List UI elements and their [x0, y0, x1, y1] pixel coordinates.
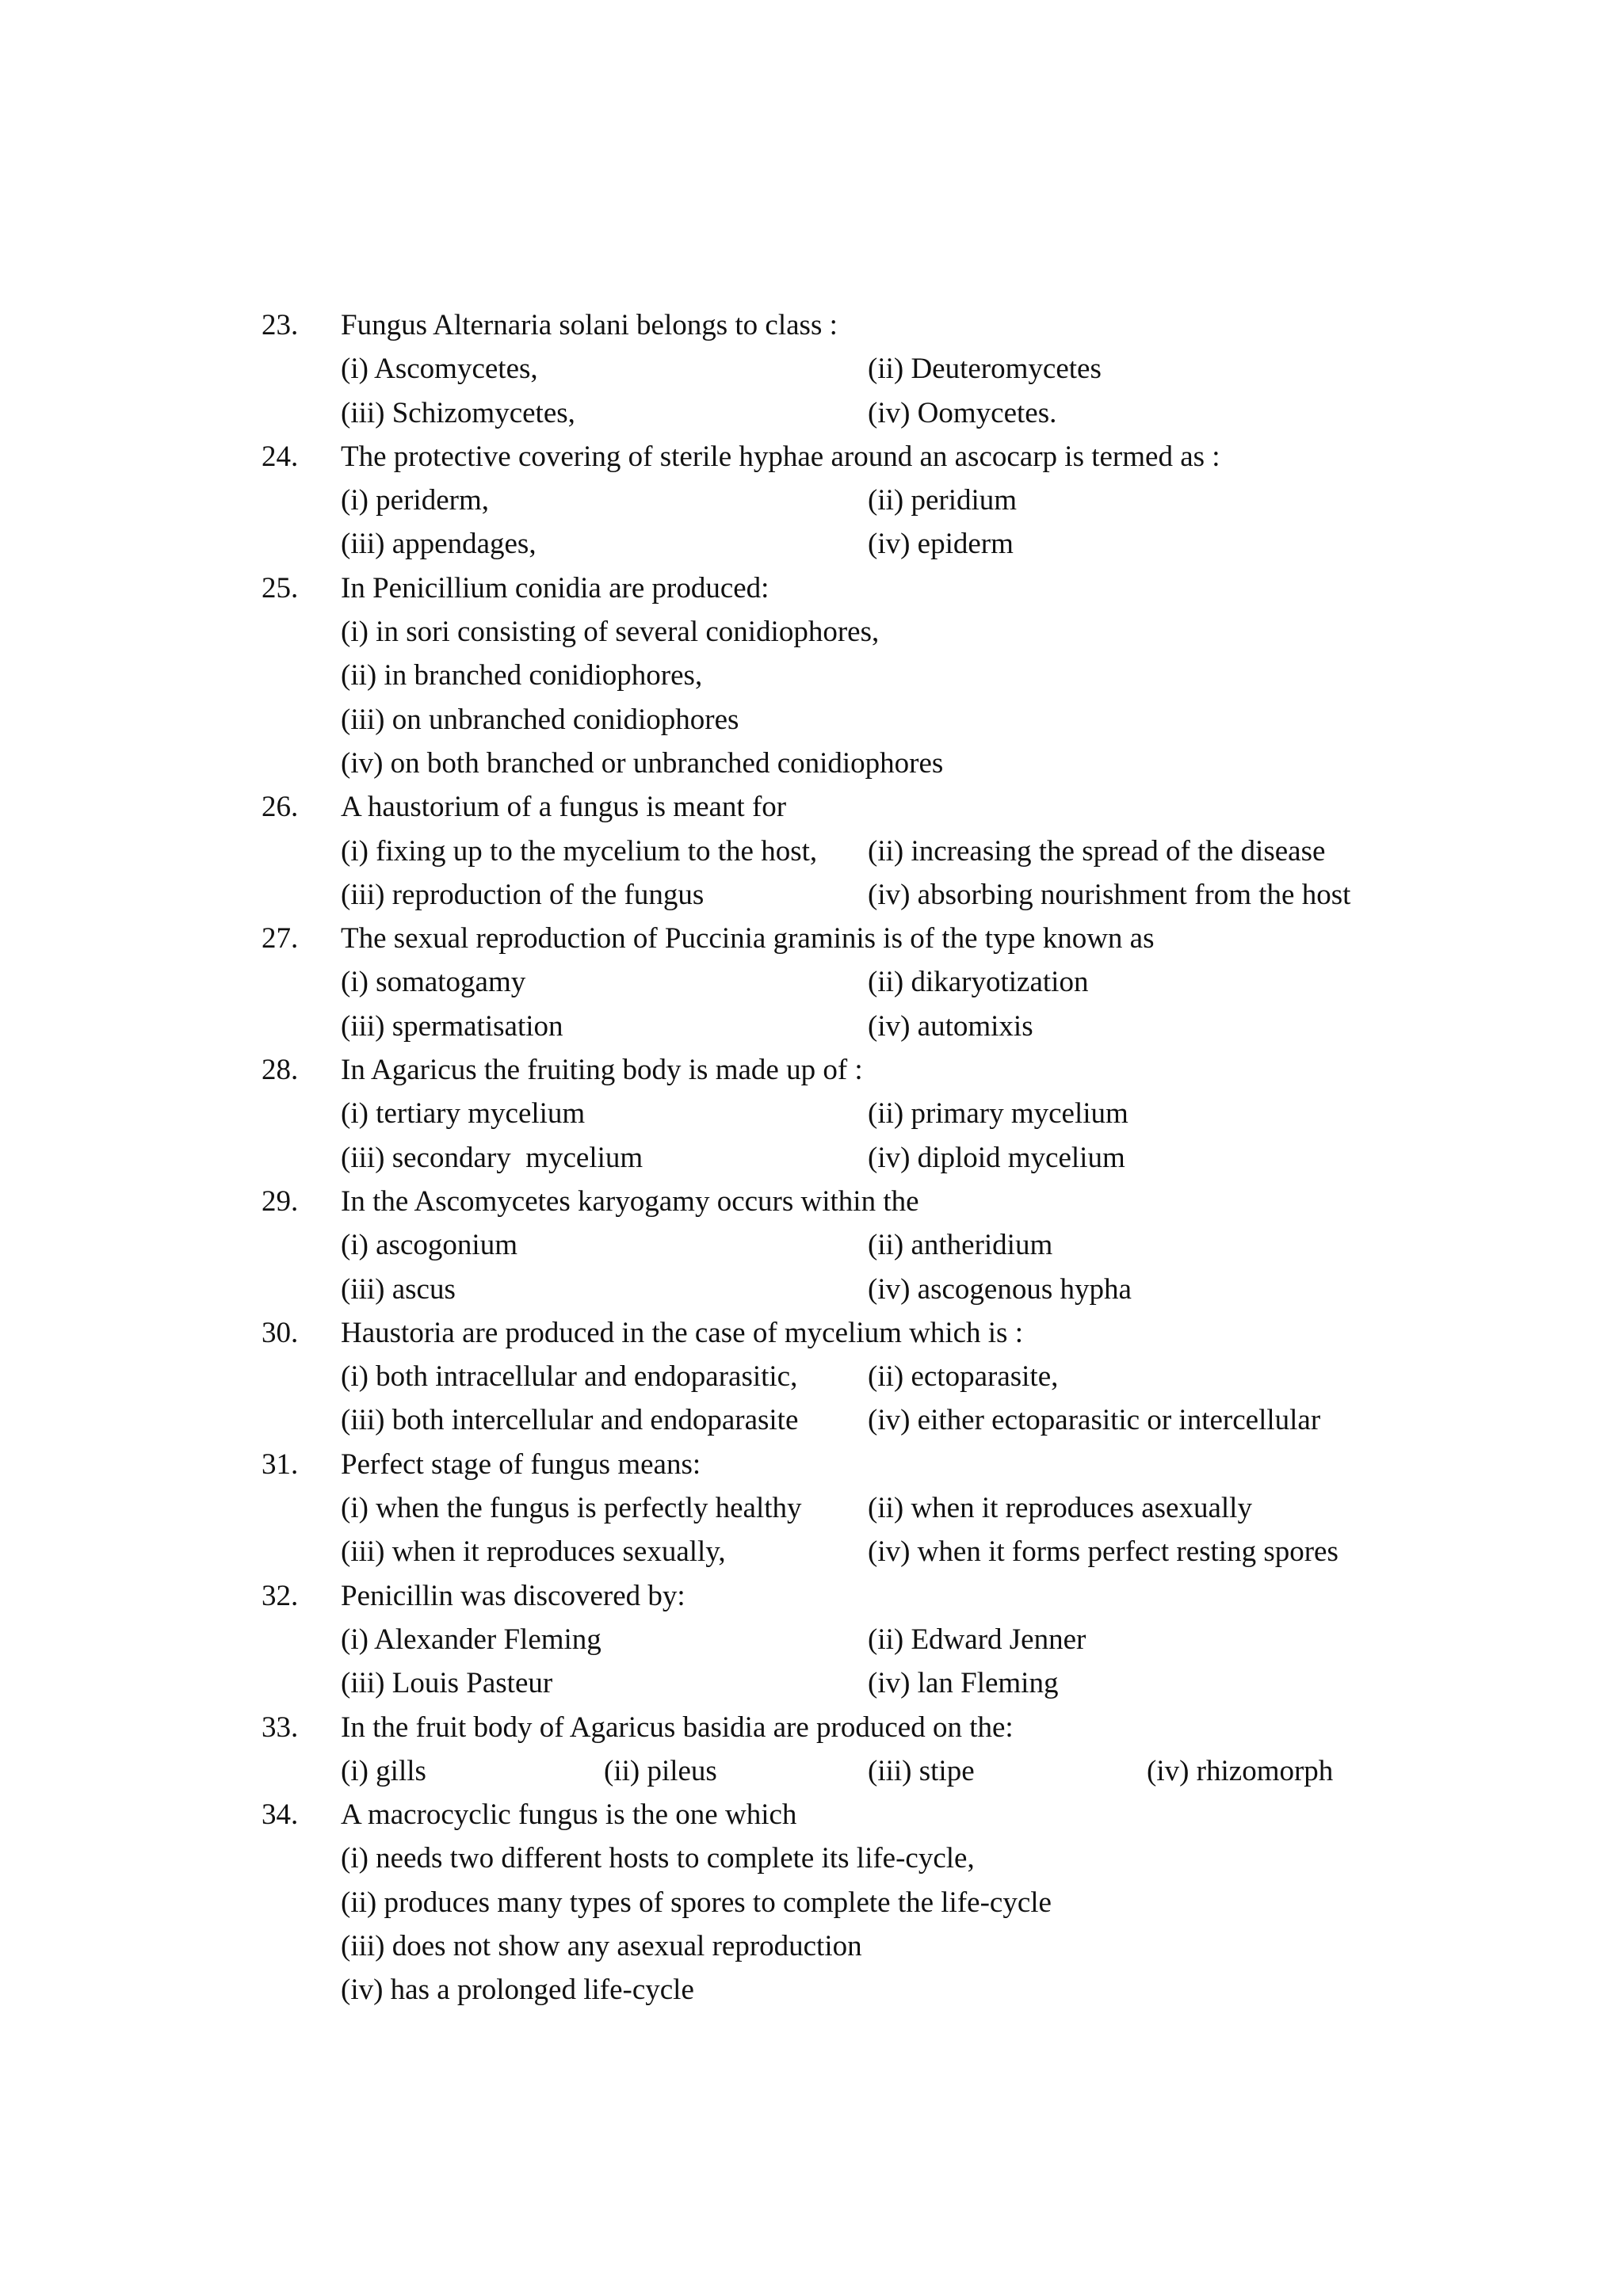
question-text: Penicillin was discovered by: [341, 1579, 685, 1612]
question-number: 30. [262, 1316, 299, 1349]
question-stem [262, 1793, 1387, 1836]
option-row [262, 742, 1387, 785]
option-text: (iii) Louis Pasteur [341, 1667, 553, 1700]
option-row [262, 522, 1387, 566]
question-number: 33. [262, 1711, 299, 1744]
question-stem [262, 1180, 1387, 1223]
option-text: (ii) peridium [868, 484, 1018, 517]
option-row [262, 347, 1387, 391]
option-text: (i) Ascomycetes, [341, 353, 538, 386]
option-text: (iii) spermatisation [341, 1009, 563, 1043]
question-stem [262, 1574, 1387, 1618]
option-text: (ii) dikaryotization [868, 966, 1089, 999]
option-row [262, 830, 1387, 873]
question-stem [262, 303, 1387, 347]
option-text: (iii) does not show any asexual reproduction [341, 1929, 862, 1962]
question-number: 29. [262, 1184, 299, 1218]
option-text: (iii) on unbranched conidiophores [341, 703, 739, 736]
option-text: (iv) absorbing nourishment from the host [868, 878, 1351, 911]
option-row [262, 1486, 1387, 1530]
option-text: (ii) increasing the spread of the disease [868, 834, 1326, 868]
option-row [262, 1836, 1387, 1880]
option-text: (i) somatogamy [341, 966, 526, 999]
option-text: (i) tertiary mycelium [341, 1097, 586, 1131]
question-number: 23. [262, 309, 299, 341]
question-stem [262, 566, 1387, 610]
option-text: (ii) when it reproduces asexually [868, 1492, 1252, 1525]
question-number: 24. [262, 440, 299, 473]
option-text: (ii) produces many types of spores to complete the life-cycle [341, 1886, 1052, 1919]
option-row [262, 610, 1387, 654]
option-text: (ii) Deuteromycetes [868, 353, 1102, 386]
option-row [262, 391, 1387, 435]
option-text: (ii) pileus [604, 1754, 717, 1787]
option-row [262, 960, 1387, 1004]
option-row [262, 1661, 1387, 1705]
option-text: (iv) epiderm [868, 528, 1014, 561]
option-text: (i) ascogonium [341, 1229, 517, 1262]
option-row [262, 1924, 1387, 1968]
question-text: In the fruit body of Agaricus basidia are produced on the: [341, 1711, 1014, 1744]
option-text: (ii) ectoparasite, [868, 1360, 1059, 1394]
question-number: 26. [262, 791, 299, 824]
question-text: In the Ascomycetes karyogamy occurs within the [341, 1184, 919, 1218]
option-text: (iv) rhizomorph [1147, 1754, 1334, 1787]
option-row [262, 1005, 1387, 1048]
option-text: (iii) secondary mycelium [341, 1141, 643, 1174]
option-text: (iii) both intercellular and endoparasite [341, 1404, 799, 1437]
option-text: (i) gills [341, 1754, 426, 1787]
question-number: 31. [262, 1447, 299, 1481]
option-text: (i) when the fungus is perfectly healthy [341, 1492, 802, 1525]
option-row [262, 1968, 1387, 2012]
question-text: Haustoria are produced in the case of mycelium which is : [341, 1316, 1023, 1349]
option-row [262, 1268, 1387, 1311]
option-row [262, 1881, 1387, 1924]
option-row [262, 1136, 1387, 1180]
question-text: The protective covering of sterile hyphae around an ascocarp is termed as : [341, 440, 1220, 473]
question-stem [262, 785, 1387, 829]
option-text: (iv) either ectoparasitic or intercellular [868, 1404, 1321, 1437]
option-text: (ii) in branched conidiophores, [341, 659, 703, 692]
question-number: 28. [262, 1054, 299, 1087]
question-number: 34. [262, 1798, 299, 1832]
question-text: A macrocyclic fungus is the one which [341, 1798, 797, 1832]
option-text: (ii) primary mycelium [868, 1097, 1128, 1131]
question-number: 25. [262, 571, 299, 605]
question-stem [262, 1048, 1387, 1092]
option-text: (iv) on both branched or unbranched conidiophores [341, 746, 944, 780]
question-text: In Penicillium conidia are produced: [341, 571, 769, 605]
option-text: (iv) Oomycetes. [868, 396, 1057, 429]
option-text: (iii) stipe [868, 1754, 975, 1787]
question-text: In Agaricus the fruiting body is made up of : [341, 1054, 863, 1087]
option-text: (i) Alexander Fleming [341, 1623, 601, 1656]
option-text: (iii) Schizomycetes, [341, 396, 575, 429]
option-text: (ii) antheridium [868, 1229, 1053, 1262]
question-number: 32. [262, 1579, 299, 1612]
option-text: (iii) when it reproduces sexually, [341, 1535, 726, 1569]
option-text: (i) in sori consisting of several conidiophores, [341, 616, 880, 649]
question-number: 27. [262, 922, 299, 955]
question-list [262, 303, 1387, 2012]
question-text: Fungus Alternaria solani belongs to class : [341, 309, 838, 341]
option-text: (i) periderm, [341, 484, 489, 517]
option-row [262, 654, 1387, 697]
question-stem [262, 917, 1387, 960]
question-text: A haustorium of a fungus is meant for [341, 791, 787, 824]
option-row [262, 1223, 1387, 1267]
option-text: (iv) has a prolonged life-cycle [341, 1974, 694, 2007]
option-text: (i) both intracellular and endoparasitic, [341, 1360, 798, 1394]
option-text: (i) fixing up to the mycelium to the host, [341, 834, 818, 868]
option-row [262, 1398, 1387, 1442]
option-row [262, 479, 1387, 522]
option-row [262, 1749, 1387, 1793]
option-text: (iii) reproduction of the fungus [341, 878, 705, 911]
option-text: (iv) when it forms perfect resting spores [868, 1535, 1338, 1569]
option-row [262, 1618, 1387, 1661]
option-text: (iv) automixis [868, 1009, 1033, 1043]
question-stem [262, 435, 1387, 479]
option-row [262, 1530, 1387, 1573]
question-text: Perfect stage of fungus means: [341, 1447, 701, 1481]
question-stem [262, 1443, 1387, 1486]
option-row [262, 1355, 1387, 1398]
option-text: (iv) lan Fleming [868, 1667, 1059, 1700]
option-text: (iii) appendages, [341, 528, 537, 561]
option-text: (ii) Edward Jenner [868, 1623, 1086, 1656]
option-row [262, 698, 1387, 742]
option-row [262, 873, 1387, 917]
option-text: (iv) diploid mycelium [868, 1141, 1125, 1174]
option-text: (iii) ascus [341, 1272, 456, 1306]
question-stem [262, 1311, 1387, 1355]
question-stem [262, 1706, 1387, 1749]
option-row [262, 1092, 1387, 1135]
option-text: (i) needs two different hosts to complete its life-cycle, [341, 1842, 975, 1875]
question-text: The sexual reproduction of Puccinia graminis is of the type known as [341, 922, 1155, 955]
option-text: (iv) ascogenous hypha [868, 1272, 1132, 1306]
